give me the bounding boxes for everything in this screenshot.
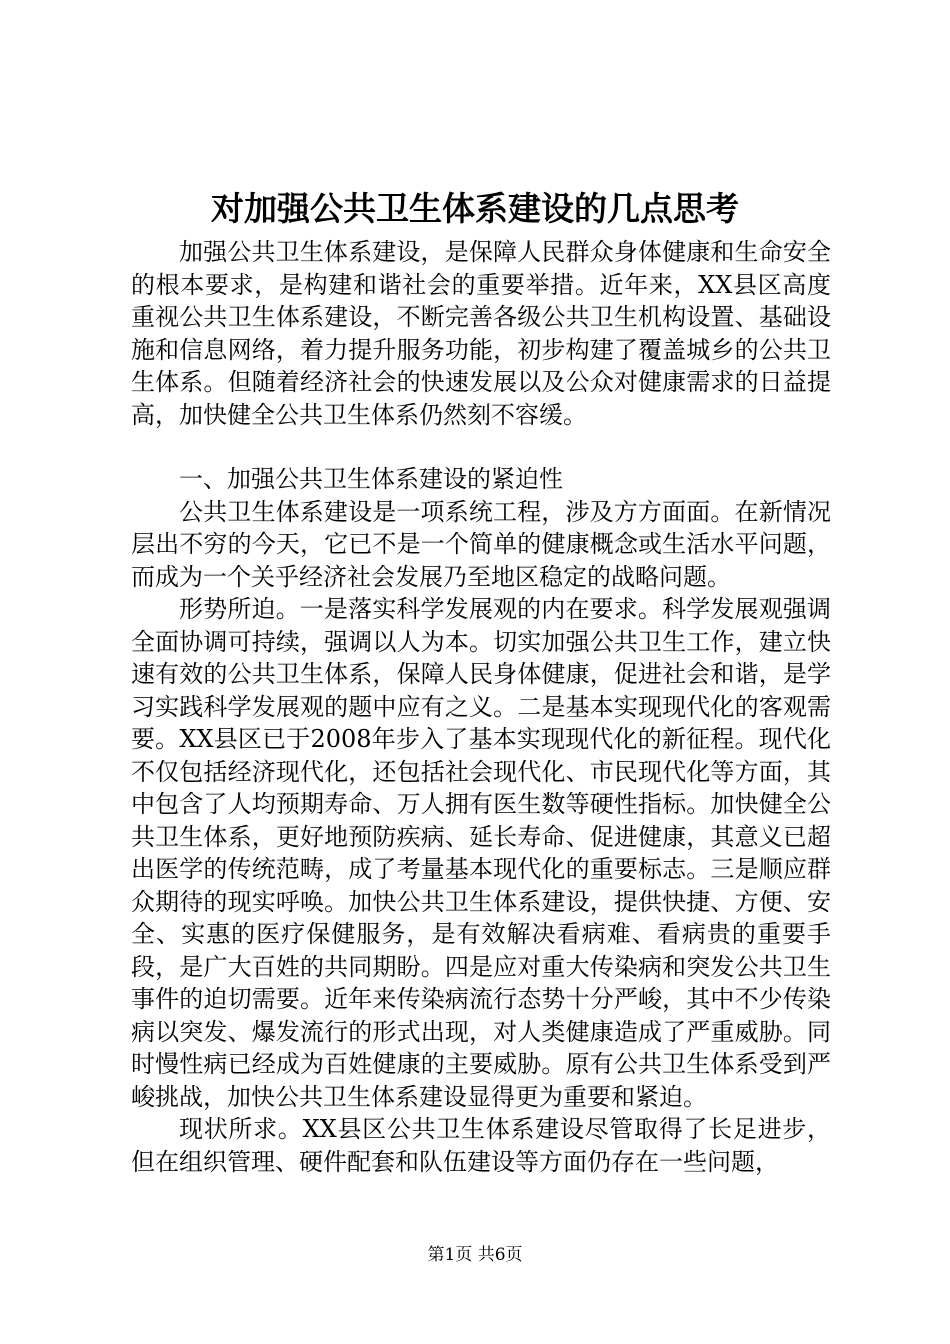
paragraph-situation: 形势所迫。一是落实科学发展观的内在要求。科学发展观强调全面协调可持续，强调以人为本。切实加强公共卫生工作，建立快速有效的公共卫生体系，保障人民身体健康，促进社会和谐，是学习实践科学发展观的题中应有之义。二是基本实现现代化的客观需要。XX县区已于2008年步入了基本实现现代化的新征程。现代化不仅包括经济现代化，还包括社会现代化、市民现代化等方面，其中包含了人均预期寿命、万人拥有医生数等硬性指标。加快健全公共卫生体系，更好地预防疾病、延长寿命、促进健康，其意义已超出医学的传统范畴，成了考量基本现代化的重要标志。三是顺应群众期待的现实呼唤。加快公共卫生体系建设，提供快捷、方便、安全、实惠的医疗保健服务，是有效解决看病难、看病贵的重要手段，是广大百姓的共同期盼。四是应对重大传染病和突发公共卫生事件的迫切需要。近年来传染病流行态势十分严峻，其中不少传染病以突发、爆发流行的形式出现，对人类健康造成了严重威胁。同时慢性病已经成为百姓健康的主要威胁。原有公共卫生体系受到严峻挑战，加快公共卫生体系建设显得更为重要和紧迫。 bbox=[131, 595, 831, 1111]
document-body bbox=[131, 236, 831, 1178]
page-number-footer: 第1页 共6页 bbox=[427, 1245, 523, 1265]
paragraph-intro: 加强公共卫生体系建设，是保障人民群众身体健康和生命安全的根本要求，是构建和谐社会的重要举措。近年来，XX县区高度重视公共卫生体系建设，不断完善各级公共卫生机构设置、基础设施和信息网络，着力提升服务功能，初步构建了覆盖城乡的公共卫生体系。但随着经济社会的快速发展以及公众对健康需求的日益提高，加快健全公共卫生体系仍然刻不容缓。 bbox=[131, 238, 831, 429]
document-title: 对加强公共卫生体系建设的几点思考 bbox=[211, 189, 739, 228]
section-heading-1: 一、加强公共卫生体系建设的紧迫性 bbox=[179, 465, 563, 493]
paragraph-system-project: 公共卫生体系建设是一项系统工程，涉及方方面面。在新情况层出不穷的今天，它已不是一个简单的健康概念或生活水平问题，而成为一个关乎经济社会发展乃至地区稳定的战略问题。 bbox=[131, 497, 831, 591]
paragraph-status: 现状所求。XX县区公共卫生体系建设尽管取得了长足进步，但在组织管理、硬件配套和队伍建设等方面仍存在一些问题， bbox=[131, 1115, 831, 1176]
